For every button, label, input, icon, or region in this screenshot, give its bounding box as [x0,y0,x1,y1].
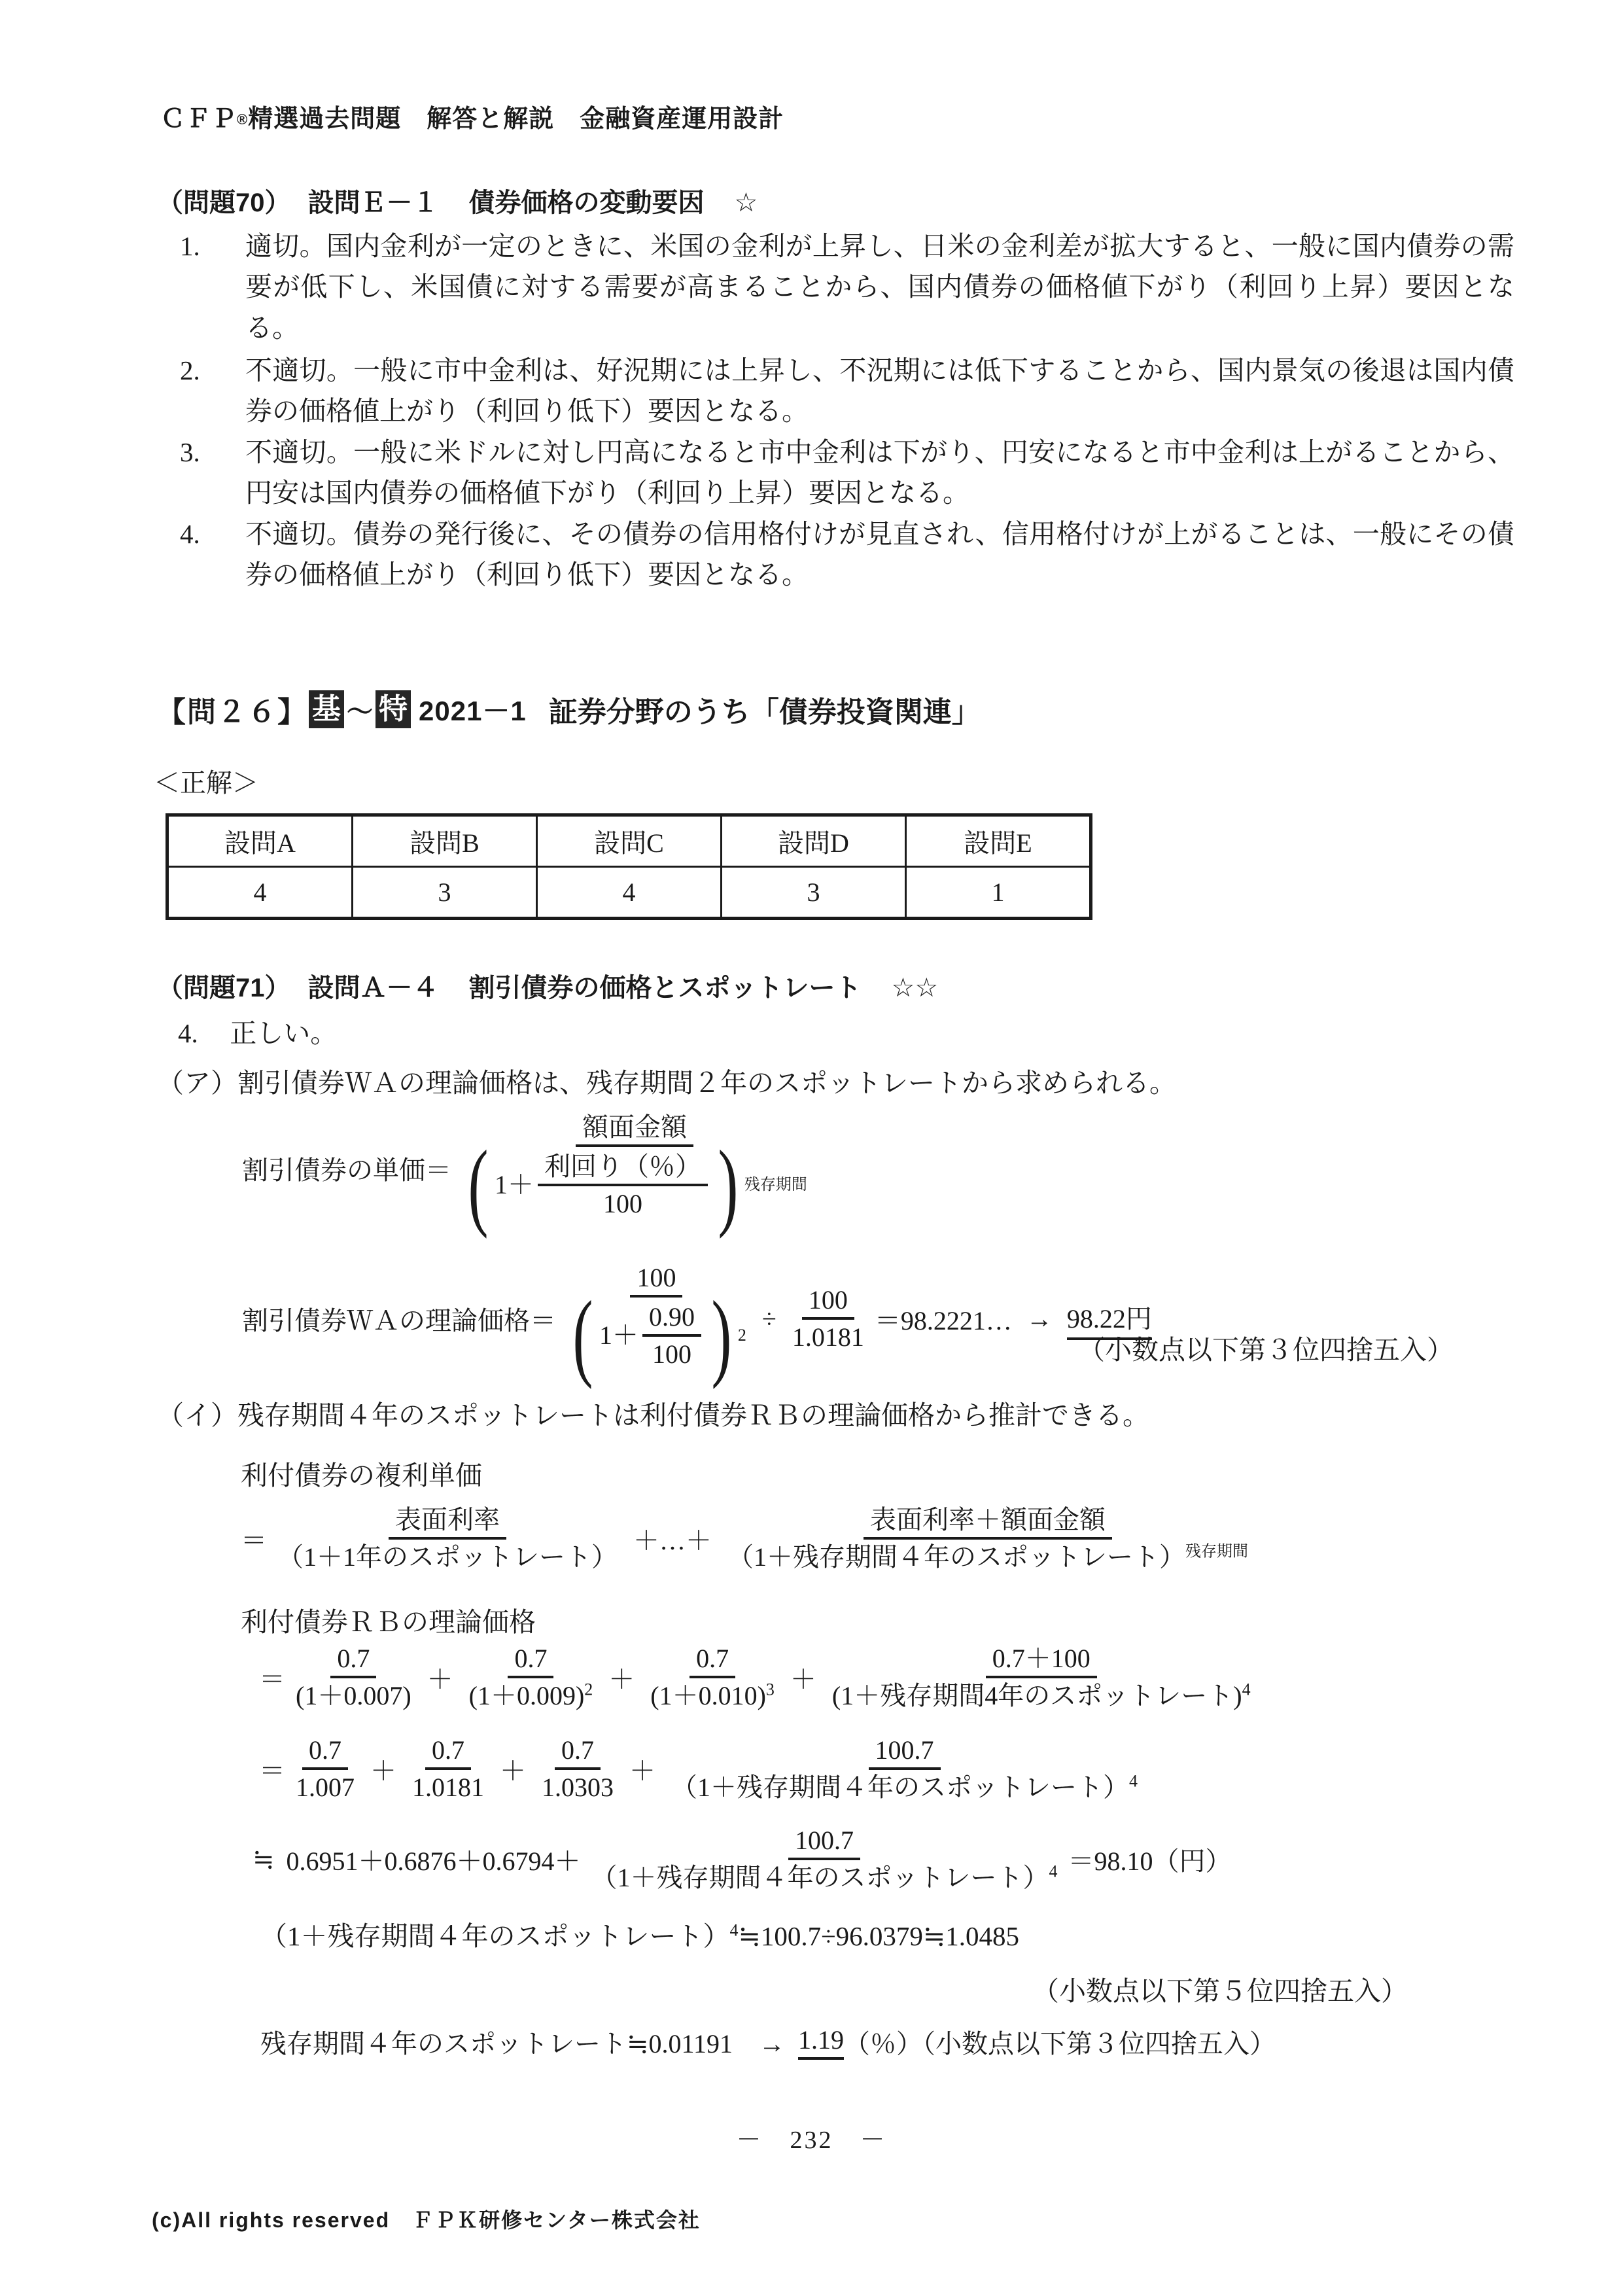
formula-rb-l3-exponent: 4 [1049,1862,1058,1881]
formula-rb-l2-term-3 [535,1735,620,1803]
formula-wa-f1-numerator: 100 [630,1263,682,1298]
formula-rb-l1-t3-exponent: 3 [765,1680,775,1699]
formula-rb-rounding-note-5: （小数点以下第５位四捨五入） [1032,1976,1408,2006]
arrow-icon: → [1026,1304,1053,1333]
formula-compound-t2-denominator [721,1540,1255,1572]
answer-item-3 [180,432,1514,514]
formula-rb-l2-t4-exponent: 4 [1129,1771,1138,1791]
formula-rb-l1-plus-3: ＋ [790,1665,816,1694]
question71-title [157,967,938,1004]
formula-rb-line-1 [259,1644,1261,1711]
formula-rb-l1-term-2 [462,1644,600,1711]
formula-rb-l2-term-2 [406,1735,491,1803]
running-head-post: 精選過去問題 解答と解説 金融資産運用設計 [248,105,784,133]
formula-rb-l3-approx: ≒ [253,1845,275,1874]
section-a-line [157,1061,1176,1100]
formula-rb-l2-t2-numerator: 0.7 [425,1735,471,1770]
question71-number: （問題71） [157,974,291,1002]
table-value-b: 3 [353,867,537,919]
formula-rb-l2-plus-2: ＋ [500,1756,526,1786]
answer-item-3-number: 3. [180,437,200,467]
answer-item-1 [180,226,1514,348]
formula-compound-term-2 [721,1505,1255,1572]
formula-rb-l1-plus-2: ＋ [608,1665,635,1694]
tilde-separator: 〜 [347,697,373,726]
formula-wa-f1-inner-fraction [642,1302,701,1369]
formula-rb-l1-t2-exponent: 2 [584,1680,593,1699]
question71-answer-line [178,1012,337,1050]
table-value-d: 3 [722,867,906,919]
table-value-a: 4 [167,867,353,919]
big-question-subject: 証券分野のうち「債券投資関連」 [548,696,981,728]
answer-item-4-number: 4. [180,519,200,549]
formula-compound-caption: 利付債券の複利単価 [241,1460,482,1491]
formula-rb-l1-t2-denominator [462,1678,600,1711]
formula-compound-t1-denominator: （1＋1年のスポットレート） [277,1542,618,1572]
formula-unit-price-exponent: 残存期間 [744,1176,807,1193]
copyright-notice: (c)All rights reserved ＦＰＫ研修センター株式会社 [152,2208,701,2232]
table-header-d: 設問D [722,815,906,867]
formula-rb-l6-pre: 残存期間４年のスポットレート≒0.01191 → [260,2029,786,2058]
table-header-b: 設問B [353,815,537,867]
formula-wa-rounding-note: （小数点以下第３位四捨五入） [1078,1335,1454,1365]
formula-wa-lhs: 割引債券ＷＡの理論価格＝ [242,1306,556,1335]
formula-rb-l1-t2-denominator-text: (1＋0.009) [468,1681,585,1710]
running-head [160,98,784,134]
formula-wa-f1-denominator [560,1281,753,1390]
table-row-values [167,867,1091,919]
formula-rb-l2-t4-denominator-text: （1＋残存期間４年のスポットレート） [671,1773,1129,1802]
formula-rb-l4-post: ≒100.7÷96.0379≒1.0485 [738,1921,1019,1951]
right-paren-icon: ) [711,1281,732,1390]
formula-rb-l1-t1-numerator: 0.7 [330,1644,376,1678]
left-paren-icon: ( [468,1131,489,1239]
formula-rb-l2-t3-numerator: 0.7 [555,1735,601,1770]
answer-item-2-text: 不適切。一般に市中金利は、好況期には上昇し、不況期には低下することから、国内景気の後退は国内債券の価格値上がり（利回り低下）要因となる。 [245,355,1514,427]
table-header-c: 設問C [537,815,722,867]
big-question-heading [157,688,981,730]
formula-rb-l3-denominator-text: （1＋残存期間４年のスポットレート） [591,1863,1049,1892]
formula-rb-l1-term-1 [289,1644,418,1711]
formula-rb-line-6 [260,2023,1276,2060]
formula-rb-l3-result: ＝98.10（円） [1068,1846,1232,1876]
formula-rb-line-2 [259,1735,1148,1803]
formula-wa-f2-numerator: 100 [802,1285,854,1320]
formula-rb-l2-t4-denominator [665,1770,1144,1803]
correct-answer-table [166,813,1092,920]
answer-item-3-text: 不適切。一般に米ドルに対し円高になると市中金利は下がり、円安になると市中金利は上がることから、円安は国内債券の価格値下がり（利回り上昇）要因となる。 [245,437,1514,508]
formula-rb-l1-t4-denominator [826,1678,1257,1711]
formula-rb-l6-post: （％）（小数点以下第３位四捨五入） [844,2029,1276,2058]
formula-rb-l2-term-4 [665,1735,1144,1803]
formula-wa-f1-rate: 0.90 [642,1302,701,1337]
left-paren-icon: ( [572,1281,593,1390]
formula-unit-price-inner-fraction [538,1152,708,1219]
formula-rb-l6-result: 1.19 [798,2024,844,2060]
formula-unit-price [242,1112,818,1239]
formula-compound-price [241,1505,1259,1572]
section-a-text: 割引債券ＷＡの理論価格は、残存期間２年のスポットレートから求められる。 [237,1068,1176,1098]
formula-unit-price-hundred: 100 [602,1188,642,1218]
formula-unit-price-numerator: 額面金額 [576,1112,693,1147]
formula-rb-l1-t4-exponent: 4 [1242,1680,1251,1699]
table-value-e: 1 [906,867,1091,919]
formula-unit-price-lhs: 割引債券の単価＝ [242,1156,451,1185]
page-number: － 232 － [736,2127,887,2154]
formula-rb-l2-term-1 [289,1735,361,1803]
formula-compound-t2-denominator-text: （1＋残存期間４年のスポットレート） [727,1542,1185,1572]
section-b-line [157,1394,1149,1432]
formula-rb-caption: 利付債券ＲＢの理論価格 [241,1607,536,1637]
right-paren-icon: ) [718,1131,739,1239]
formula-rb-l1-t2-numerator: 0.7 [508,1644,553,1678]
formula-compound-t2-exponent: 残存期間 [1185,1543,1248,1561]
section-b-label: （イ） [157,1400,237,1430]
formula-rb-l2-t4-numerator: 100.7 [869,1735,941,1770]
badge-kiso-icon: 基 [309,690,344,728]
formula-wa-price [242,1263,1152,1390]
formula-rb-l3-numerator: 100.7 [788,1826,860,1860]
answer-item-4 [180,514,1514,595]
formula-wa-f1-one: 1＋ [599,1320,638,1350]
formula-rb-l2-t1-numerator: 0.7 [302,1735,348,1770]
table-row-headers [167,815,1091,867]
question70-stars: ☆ [734,188,758,217]
formula-rb-l1-t3-denominator-text: (1＋0.010) [650,1681,766,1710]
table-header-a: 設問A [167,815,353,867]
question71-answer-number: 4. [178,1018,198,1048]
formula-wa-fraction-2 [786,1285,871,1352]
correct-answer-label: ＜正解＞ [154,768,258,798]
formula-rb-l2-plus-3: ＋ [629,1756,655,1786]
formula-wa-divide-operator: ÷ [761,1304,777,1333]
formula-rb-l2-plus-1: ＋ [370,1756,396,1786]
badge-toku-icon: 特 [375,690,411,728]
answer-item-4-text: 不適切。債券の発行後に、その債券の信用格付けが見直され、信用格付けが上がることは、一般にその債券の価格値上がり（利回り低下）要因となる。 [245,519,1514,590]
formula-rb-l3-fraction [585,1826,1064,1893]
question71-answer-text: 正しい。 [230,1018,338,1048]
formula-rb-l2-t3-denominator: 1.0303 [542,1773,614,1802]
formula-rb-l1-equals: ＝ [259,1665,285,1694]
formula-rb-l3-sum: 0.6951＋0.6876＋0.6794＋ [286,1846,581,1876]
formula-unit-price-fraction [455,1112,814,1239]
table-value-c: 4 [537,867,722,919]
big-question-year: 2021－1 [419,696,527,726]
answer-item-2-number: 2. [180,355,200,385]
formula-rb-l4-pre: （1＋残存期間４年のスポットレート） [260,1921,730,1951]
formula-rb-l1-term-4 [826,1644,1257,1711]
question71-setsumon: 設問Ａ－４ [307,974,439,1002]
formula-rb-l1-t1-denominator-text: (1＋0.007) [296,1681,411,1710]
registered-mark-icon: ® [237,111,249,128]
formula-wa-f1-exponent: 2 [737,1326,746,1345]
answer-item-1-text: 適切。国内金利が一定のときに、米国の金利が上昇し、日米の金利差が拡大すると、一般に国内債券の需要が低下し、米国債に対する需要が高まることから、国内債券の価格値下がり（利回り上昇）要因となる。 [245,231,1514,343]
answer-item-1-number: 1. [180,231,200,261]
formula-rb-l2-t1-denominator: 1.007 [296,1773,355,1802]
question70-title [157,182,758,219]
section-a-label: （ア） [157,1068,237,1098]
answer-item-2 [180,350,1514,432]
formula-wa-fraction-1 [560,1263,753,1390]
question70-number: （問題70） [157,188,291,217]
formula-compound-term-1 [271,1505,624,1572]
formula-rb-l2-equals: ＝ [259,1756,285,1786]
formula-compound-ellipsis: ＋…＋ [633,1526,712,1555]
formula-rb-line-3 [253,1826,1232,1893]
formula-rb-l4-exponent: 4 [729,1920,739,1940]
question71-stars: ☆☆ [891,974,939,1002]
formula-rb-l3-denominator [585,1860,1064,1893]
formula-rb-l2-t2-denominator: 1.0181 [412,1773,484,1802]
formula-compound-t2-numerator: 表面利率＋額面金額 [864,1505,1112,1540]
formula-compound-equals: ＝ [241,1526,267,1555]
formula-rb-l1-t3-numerator: 0.7 [689,1644,735,1678]
formula-unit-price-denominator [455,1131,814,1239]
formula-wa-result: 98.22円 [1067,1298,1152,1340]
question70-setsumon: 設問Ｅ－１ [307,188,439,217]
table-header-e: 設問E [906,815,1091,867]
formula-rb-l1-t1-denominator [289,1678,418,1711]
section-b-text: 残存期間４年のスポットレートは利付債券ＲＢの理論価格から推計できる。 [237,1400,1149,1430]
formula-wa-equals-value: ＝98.2221… [874,1306,1012,1335]
question71-topic: 割引債券の価格とスポットレート [468,974,862,1002]
big-question-bracket: 【問２６】 [157,696,307,728]
formula-rb-l1-plus-1: ＋ [427,1665,453,1694]
formula-rb-l1-t4-numerator: 0.7＋100 [986,1644,1097,1678]
question70-topic: 債券価格の変動要因 [468,188,705,217]
formula-unit-price-yield: 利回り（％） [538,1152,708,1186]
running-head-pre: ＣＦＰ [160,105,237,133]
formula-rb-line-4 [260,1915,1019,1953]
formula-wa-f1-hundred: 100 [652,1339,691,1369]
formula-rb-l1-term-3 [644,1644,781,1711]
formula-compound-t1-numerator: 表面利率 [389,1505,506,1540]
formula-wa-f2-denominator: 1.0181 [792,1322,864,1352]
formula-rb-l1-t4-denominator-text: (1＋残存期間4年のスポットレート) [831,1681,1242,1710]
formula-unit-price-one: 1＋ [494,1170,534,1199]
formula-rb-l1-t3-denominator [644,1678,781,1711]
